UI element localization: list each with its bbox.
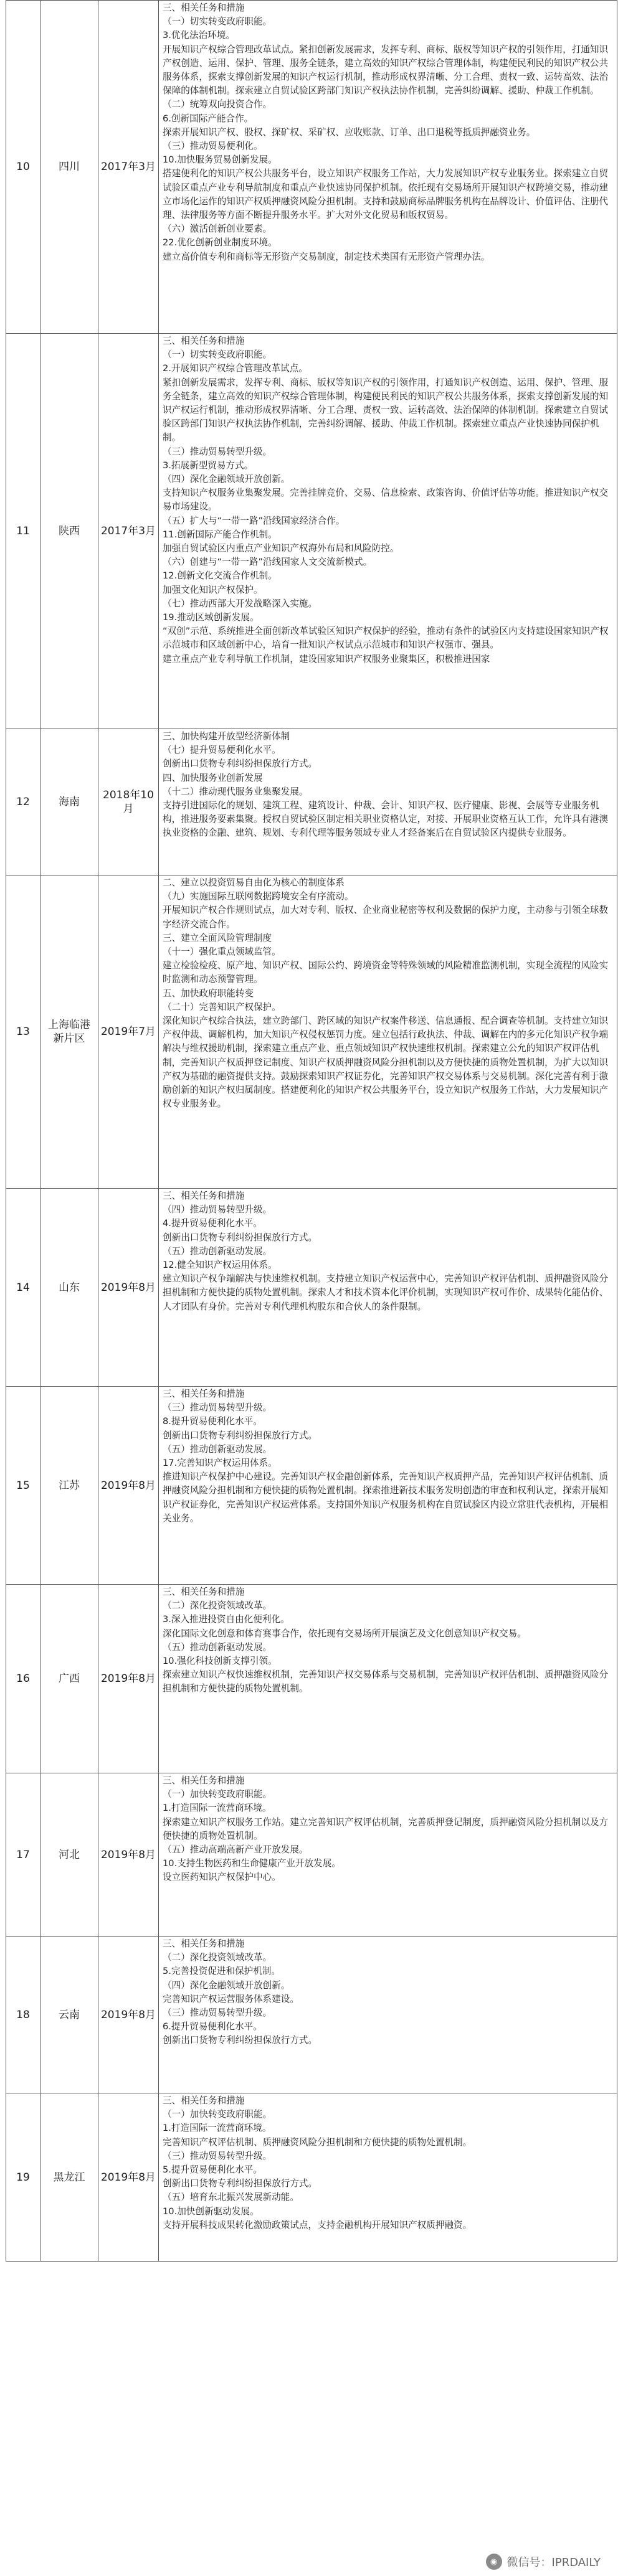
content-cell (159, 875, 617, 1189)
content-line: 19.推动区域创新发展。 (163, 612, 259, 623)
content-lines (163, 1585, 613, 1772)
content-lines (163, 1387, 613, 1583)
province-name: 江苏 (59, 1479, 80, 1492)
province-cell (40, 729, 98, 875)
row-number: 11 (6, 334, 40, 729)
content-lines (163, 1189, 613, 1385)
content-line: （五）推动高端高新产业开放发展。 (163, 1844, 308, 1856)
content-cell (159, 1189, 617, 1387)
content-line: 10.支持生物医药和生命健康产业开放发展。 (163, 1858, 341, 1869)
content-line: 三、相关任务和措施 (163, 1775, 245, 1786)
content-line: 12.创新文化交流合作机制。 (163, 570, 277, 582)
content-line: 创新出口货物专利纠纷担保放行方式。 (163, 2178, 318, 2189)
content-line: 三、相关任务和措施 (163, 1191, 245, 1201)
content-lines (163, 1774, 613, 1935)
province-name: 黑龙江 (53, 2171, 85, 2184)
content-lines (163, 1937, 613, 2092)
content-line: （二十）完善知识产权保护。 (163, 1001, 281, 1012)
content-line: 三、相关任务和措施 (163, 2095, 245, 2106)
content-line: 6.创新国际产能合作。 (163, 113, 254, 124)
content-cell (159, 729, 617, 875)
row-number: 16 (6, 1585, 40, 1773)
content-line: 建立检验检疫、原产地、知识产权、国际公约、跨境资金等特殊领域的风险精准监测机制，实现全流程的风险实时监测和动态预警管理。 (163, 960, 609, 985)
province-name: 海南 (59, 796, 80, 808)
content-lines (163, 730, 613, 874)
province-cell (40, 1937, 98, 2093)
content-cell (159, 1937, 617, 2093)
content-line: “双创”示范、系统推进全面创新改革试验区知识产权保护的经验，推动有条件的试验区内支持建设国家知识产权示范城市和区域创新中心，培育一批知识产权试点示范城市和知识产权强市、强县。 (163, 626, 609, 651)
date-cell: 2019年8月 (98, 1189, 159, 1387)
content-lines (163, 1, 613, 332)
row-number: 10 (6, 1, 40, 334)
content-line: 支持知识产权服务业集聚发展。完善挂牌竞价、交易、信息检索、政策咨询、价值评估等功能。推进知识产权交易市场建设。 (163, 488, 609, 512)
content-line: （七）提升贸易便利化水平。 (163, 745, 281, 756)
row-number: 19 (6, 2093, 40, 2262)
content-line: 创新出口货物专利纠纷担保放行方式。 (163, 1430, 318, 1441)
province-cell (40, 1585, 98, 1773)
content-line: （一）加快转变政府职能。 (163, 1789, 272, 1800)
content-line: 创新出口货物专利纠纷担保放行方式。 (163, 1232, 318, 1243)
table-row (6, 875, 617, 1189)
content-line: 推进知识产权保护中心建设。完善知识产权金融创新体系，完善知识产权质押产品，完善知识产权评估机制、质押融资风险分担机制和方便快捷的质物处置机制。探索推进新技术服务发明创造的审查和权利认定，探索开展知识产权证券化，完善知识产权运营体系。支持国外知识产权服务机构在自贸试验区内设立常驻代表机构，开展相关业务。 (163, 1471, 609, 1524)
content-line: 搭建便利化的知识产权公共服务平台，设立知识产权服务工作站，大力发展知识产权专业服务业。探索建立自贸试验区重点产业专利导航制度和重点产业快速协同保护机制。依托现有交易场所开展知识产权跨境交易，推动建立市场化运作的知识产权质押融资风险分担机制。支持和鼓励商标品牌服务机构在品牌设计、价值评估、注册代理、法律服务等方面不断提升服务水平。扩大对外文化贸易和版权贸易。 (163, 168, 609, 221)
table-row (6, 334, 617, 729)
row-number: 15 (6, 1387, 40, 1585)
province-name: 四川 (59, 161, 80, 173)
date-cell: 2017年3月 (98, 334, 159, 729)
content-line: 支持引进国际化的规划、建筑工程、建筑设计、仲裁、会计、知识产权、医疗健康、影视、会展等专业服务机构，推进服务要素集聚。授权自贸试验区制定相关职业资格认定，对接、开展职业资格互认工作，允许具有港澳执业资格的金融、建筑、规划、专利代理等服务领域专业人才经备案后在自贸试验区内提供专业服务。 (163, 800, 609, 839)
date-cell: 2017年3月 (98, 1, 159, 334)
content-line: 探索建立知识产权快速维权机制，完善知识产权交易体系与交易机制，完善知识产权评估机制、质押融资风险分担机制和方便快捷的质物处置机制。 (163, 1669, 609, 1694)
row-number: 12 (6, 729, 40, 875)
content-lines (163, 2094, 613, 2260)
content-line: 5.完善投资促进和保护机制。 (163, 1966, 281, 1977)
content-line: （一）加快转变政府职能。 (163, 2109, 272, 2120)
content-line: 完善知识产权评估机制、质押融资风险分担机制和方便快捷的质物处置机制。 (163, 2136, 472, 2148)
content-line: （二）深化投资领域改革。 (163, 1952, 272, 1963)
table-row (6, 1387, 617, 1585)
date-cell: 2019年8月 (98, 1773, 159, 1937)
content-line: 2.开展知识产权综合管理改革试点。 (163, 363, 308, 374)
content-line: 加强自贸试验区内重点产业知识产权海外布局和风险防控。 (163, 543, 399, 554)
row-number: 18 (6, 1937, 40, 2093)
province-cell (40, 875, 98, 1189)
content-line: （二）统筹双向投资合作。 (163, 99, 272, 110)
date-cell: 2019年8月 (98, 1585, 159, 1773)
content-line: （二）深化投资领域改革。 (163, 1600, 272, 1611)
content-line: 开展知识产权综合管理改革试点。紧扣创新发展需求，发挥专利、商标、版权等知识产权的引领作用，打通知识产权创造、运用、保护、管理、服务全链条，建立高效的知识产权综合管理体制，构建便民利民的知识产权公共服务体系，探索支撑创新发展的知识产权运行机制，推动形成权界清晰、分工合理、责权一致、运转高效、法治保障的体制机制。探索建立自贸试验区跨部门知识产权执法协作机制，完善纠纷调解、援助、仲裁工作机制。 (163, 44, 609, 97)
content-line: 8.提升贸易便利化水平。 (163, 1416, 262, 1427)
content-line: （三）推动贸易转型升级。 (163, 2150, 272, 2161)
content-line: 10.加快创新驱动发展。 (163, 2206, 259, 2217)
table-row (6, 1189, 617, 1387)
content-line: 三、相关任务和措施 (163, 336, 245, 346)
content-line: 创新出口货物专利纠纷担保放行方式。 (163, 758, 318, 770)
content-line: 探索建立知识产权服务工作站。建立完善知识产权评估机制，完善质押登记制度，质押融资风险分担机制以及方便快捷的质物处置机制。 (163, 1816, 609, 1841)
content-line: （三）推动贸易转型升级。 (163, 446, 272, 457)
content-line: 开展知识产权合作规则试点，加大对专利、版权、企业商业秘密等权利及数据的保护力度，主动参与引领全球数字经济交流合作。 (163, 905, 609, 930)
content-cell (159, 1773, 617, 1937)
content-line: 五、加快政府职能转变 (163, 988, 254, 999)
content-line: 设立医药知识产权保护中心。 (163, 1872, 281, 1883)
content-line: （三）推动贸易转型升级。 (163, 1402, 272, 1413)
content-line: 1.打造国际一流营商环境。 (163, 2123, 272, 2134)
content-line: （十一）强化重点领域监管。 (163, 946, 281, 958)
content-line: （三）推动贸易转型升级。 (163, 2007, 272, 2019)
content-line: 6.提升贸易便利化水平。 (163, 2021, 262, 2032)
content-line: 12.健全知识产权运用体系。 (163, 1260, 277, 1271)
content-line: 三、相关任务和措施 (163, 2, 245, 13)
content-line: （五）推动创新驱动发展。 (163, 1641, 272, 1653)
content-line: 三、相关任务和措施 (163, 1389, 245, 1399)
content-cell (159, 1, 617, 334)
content-line: 四、加快服务业创新发展 (163, 772, 263, 783)
content-line: 4.提升贸易便利化水平。 (163, 1218, 262, 1229)
content-line: 建立高价值专利和商标等无形资产交易制度，制定技术类国有无形资产管理办法。 (163, 251, 490, 262)
content-cell (159, 334, 617, 729)
content-line: （四）深化金融领域开放创新。 (163, 1979, 290, 1991)
content-line: 加强文化知识产权保护。 (163, 584, 263, 595)
watermark (483, 2552, 603, 2571)
content-line: （五）推动创新驱动发展。 (163, 1443, 272, 1455)
date-cell: 2019年8月 (98, 2093, 159, 2262)
province-name: 陕西 (59, 525, 80, 537)
content-line: 建立重点产业专利导航工作机制，建设国家知识产权服务业聚集区，积极推进国家 (163, 653, 490, 664)
date-cell: 2019年8月 (98, 1937, 159, 2093)
table-row (6, 1773, 617, 1937)
province-name: 广西 (59, 1673, 80, 1685)
content-line: （十二）推动现代服务业集聚发展。 (163, 786, 308, 797)
province-cell (40, 1189, 98, 1387)
table-row (6, 1937, 617, 2093)
table-row (6, 1, 617, 334)
province-cell (40, 1773, 98, 1937)
content-cell (159, 1585, 617, 1773)
content-line: 深化知识产权综合执法，建立跨部门、跨区域的知识产权案件移送、信息通报、配合调查等机制。支持建立知识产权仲裁、调解机构，加大知识产权侵权惩罚力度。建立包括行政执法、仲裁、调解在内的多元化知识产权争端解决与维权援助机制，探索建立重点产业、重点领域知识产权快速维权机制。探索建立公允的知识产权评估机制，完善知识产权质押登记制度、知识产权质押融资风险分担机制以及方便快捷的质物处置机制，为扩大以知识产权为基础的融资提供支持。鼓励探索知识产权证券化，完善知识产权交易体系与交易机制。深化完善有利于激励创新的知识产权归属制度。搭建便利化的知识产权公共服务平台，设立知识产权服务工作站，大力发展知识产权专业服务业。 (163, 1016, 609, 1110)
content-line: 三、加快构建开放型经济新体制 (163, 731, 290, 742)
province-cell (40, 1, 98, 334)
content-line: 完善知识产权运营服务体系建设。 (163, 1993, 299, 2004)
content-line: 1.打造国际一流营商环境。 (163, 1803, 272, 1814)
content-line: 17.完善知识产权运用体系。 (163, 1458, 277, 1469)
content-line: 三、相关任务和措施 (163, 1938, 245, 1949)
content-line: （五）推动创新驱动发展。 (163, 1245, 272, 1257)
policy-table (6, 0, 617, 2262)
table-row (6, 1585, 617, 1773)
content-line: （三）推动贸易便利化。 (163, 141, 263, 152)
content-line: （六）激活创新创业要素。 (163, 224, 272, 235)
content-line: 3.拓展新型贸易方式。 (163, 460, 254, 471)
content-line: 二、建立以投资贸易自由化为核心的制度体系 (163, 877, 345, 888)
province-name: 河北 (59, 1848, 80, 1861)
province-name: 上海临港新片区 (48, 1019, 90, 1045)
wechat-icon: ◉ (486, 2554, 502, 2570)
content-line: 建立知识产权争端解决与快速维权机制。支持建立知识产权运营中心，完善知识产权评估机制、质押融资风险分担机制和方便快捷的质物处置机制。探索人才和技术资本化评价机制，实现知识产权可作价、成果转化能估价、人才团队有身价。完善对专利代理机构股东和合伙人的条件限制。 (163, 1273, 609, 1312)
policy-table-body (6, 1, 617, 2262)
content-line: （一）切实转变政府职能。 (163, 16, 272, 27)
content-line: 10.加快服务贸易创新发展。 (163, 154, 277, 166)
table-row (6, 2093, 617, 2262)
row-number: 17 (6, 1773, 40, 1937)
content-line: 支持开展科技成果转化激励政策试点，支持金融机构开展知识产权质押融资。 (163, 2219, 472, 2230)
content-line: 3.优化法治环境。 (163, 30, 235, 41)
content-line: 11.创新国际产能合作机制。 (163, 529, 277, 540)
province-name: 山东 (59, 1281, 80, 1294)
province-name: 云南 (59, 2008, 80, 2021)
content-line: （五）培育东北振兴发展新动能。 (163, 2192, 299, 2203)
content-line: 紧扣创新发展需求，发挥专利、商标、版权等知识产权的引领作用，打通知识产权创造、运用、保护、管理、服务全链条，建立高效的知识产权综合管理体制，构建便民利民的知识产权公共服务体系，探索支撑创新发展的知识产权运行机制，推动形成权界清晰、分工合理、责权一致、运转高效、法治保障的体制机制。探索建立自贸试验区跨部门知识产权执法协作机制，完善纠纷调解、援助、仲裁工作机制。探索建立重点产业快速协同保护机制。 (163, 377, 609, 443)
table-row (6, 729, 617, 875)
content-line: 三、相关任务和措施 (163, 1587, 245, 1597)
content-line: 深化国际文化创意和体育赛事合作，依托现有交易场所开展演艺及文化创意知识产权交易。 (163, 1628, 526, 1639)
watermark-text: 微信号：IPRDAILY (506, 2556, 601, 2569)
content-line: 探索开展知识产权、股权、探矿权、采矿权、应收账款、订单、出口退税等抵质押融资业务。 (163, 126, 536, 138)
content-lines (163, 334, 613, 727)
content-lines (163, 876, 613, 1187)
content-line: 22.优化创新创业制度环境。 (163, 237, 277, 248)
content-line: （七）推动西部大开发战略深入实施。 (163, 598, 318, 609)
content-line: （六）创建与“一带一路”沿线国家人文交流新模式。 (163, 557, 373, 568)
content-line: （五）扩大与“一带一路”沿线国家经济合作。 (163, 515, 345, 526)
content-line: 5.提升贸易便利化水平。 (163, 2164, 262, 2176)
content-line: 3.深入推进投资自由化便利化。 (163, 1614, 290, 1625)
content-line: （四）推动贸易转型升级。 (163, 1204, 272, 1215)
province-cell (40, 334, 98, 729)
content-line: 三、建立全面风险管理制度 (163, 932, 272, 943)
content-cell (159, 1387, 617, 1585)
date-cell: 2018年10月 (98, 729, 159, 875)
content-cell (159, 2093, 617, 2262)
content-line: （九）实施国际互联网数据跨境安全有序流动。 (163, 891, 354, 902)
province-cell (40, 2093, 98, 2262)
content-line: 10.强化科技创新支撑引领。 (163, 1656, 277, 1667)
content-line: （四）深化金融领域开放创新。 (163, 474, 290, 485)
content-line: （一）切实转变政府职能。 (163, 349, 272, 361)
row-number: 13 (6, 875, 40, 1189)
content-line: 创新出口货物专利纠纷担保放行方式。 (163, 2035, 318, 2046)
date-cell: 2019年8月 (98, 1387, 159, 1585)
province-cell (40, 1387, 98, 1585)
row-number: 14 (6, 1189, 40, 1387)
date-cell: 2019年7月 (98, 875, 159, 1189)
